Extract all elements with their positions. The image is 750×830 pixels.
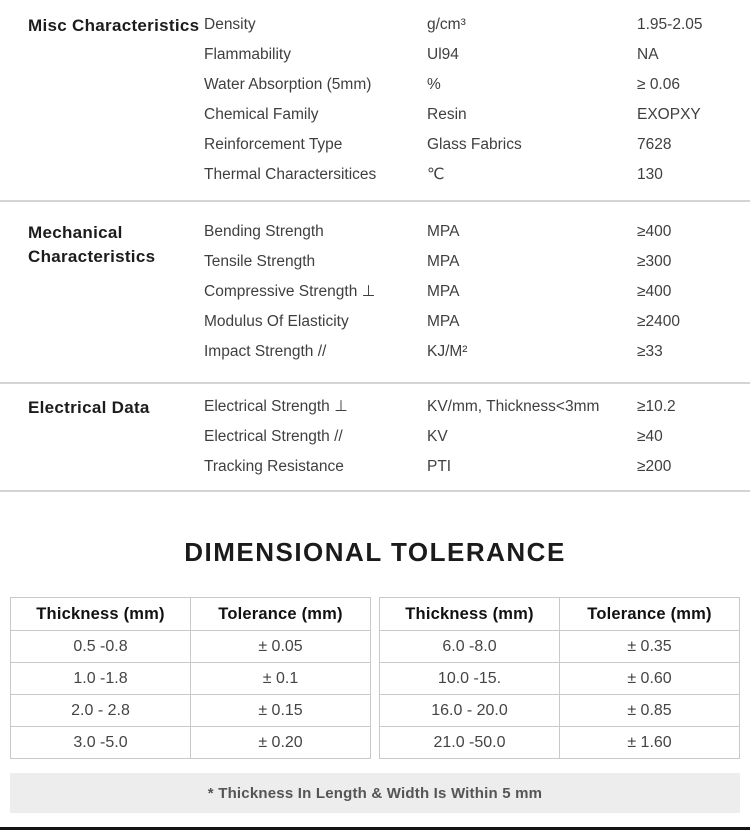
unit-label: KV — [427, 428, 448, 445]
table-cell: ± 0.60 — [560, 663, 740, 695]
value-label: 130 — [637, 166, 663, 183]
unit-label: Resin — [427, 106, 467, 123]
property-label: Bending Strength — [204, 223, 324, 240]
spec-row — [204, 130, 750, 160]
property-label: Water Absorption (5mm) — [204, 76, 372, 93]
property-label: Electrical Strength ⊥ — [204, 398, 348, 415]
table-cell: 3.0 -5.0 — [11, 727, 191, 759]
spec-row — [204, 40, 750, 70]
table-row — [11, 663, 371, 695]
section-title: Mechanical Characteristics — [28, 223, 156, 266]
unit-label: KJ/M² — [427, 343, 468, 360]
table-row — [11, 695, 371, 727]
unit-label: % — [427, 76, 441, 93]
table-row — [11, 727, 371, 759]
value-label: ≥33 — [637, 343, 663, 360]
spec-row — [204, 160, 750, 190]
spec-row — [204, 247, 750, 277]
value-label: ≥400 — [637, 283, 672, 300]
unit-label: ℃ — [427, 166, 445, 183]
unit-label: KV/mm, Thickness<3mm — [427, 398, 600, 415]
spec-row — [204, 337, 750, 367]
property-label: Chemical Family — [204, 106, 319, 123]
table-cell: ± 0.20 — [191, 727, 371, 759]
value-label: ≥10.2 — [637, 398, 676, 415]
footnote-bar — [10, 773, 740, 813]
table-cell: ± 0.1 — [191, 663, 371, 695]
value-label: ≥200 — [637, 458, 672, 475]
value-label: ≥300 — [637, 253, 672, 270]
table-header-row — [11, 598, 371, 631]
table-header-row — [380, 598, 740, 631]
page-title: DIMENSIONAL TOLERANCE — [184, 537, 566, 567]
unit-label: MPA — [427, 283, 460, 300]
table-row — [380, 663, 740, 695]
table-cell: ± 0.85 — [560, 695, 740, 727]
tolerance-tables — [10, 597, 740, 759]
value-label: ≥400 — [637, 223, 672, 240]
table-row — [380, 727, 740, 759]
table-row — [380, 695, 740, 727]
value-label: ≥2400 — [637, 313, 680, 330]
section-title: Electrical Data — [28, 398, 150, 417]
table-cell: 0.5 -0.8 — [11, 631, 191, 663]
table-cell: ± 0.15 — [191, 695, 371, 727]
spec-row — [204, 217, 750, 247]
table-cell: 6.0 -8.0 — [380, 631, 560, 663]
property-label: Electrical Strength // — [204, 428, 343, 445]
unit-label: PTI — [427, 458, 452, 475]
table-cell: 2.0 - 2.8 — [11, 695, 191, 727]
spec-row — [204, 452, 750, 482]
spec-rows — [204, 217, 750, 367]
table-cell: 1.0 -1.8 — [11, 663, 191, 695]
table-row — [380, 631, 740, 663]
value-label: EXOPXY — [637, 106, 701, 123]
value-label: ≥ 0.06 — [637, 76, 680, 93]
spec-row — [204, 100, 750, 130]
value-label: NA — [637, 46, 659, 63]
table-cell: ± 0.35 — [560, 631, 740, 663]
property-label: Tensile Strength — [204, 253, 316, 270]
spec-row — [204, 422, 750, 452]
value-label: ≥40 — [637, 428, 663, 445]
property-label: Impact Strength // — [204, 343, 327, 360]
spec-row — [204, 277, 750, 307]
spec-row — [204, 70, 750, 100]
table-cell: 10.0 -15. — [380, 663, 560, 695]
table-cell: 21.0 -50.0 — [380, 727, 560, 759]
unit-label: Glass Fabrics — [427, 136, 522, 153]
property-label: Compressive Strength ⊥ — [204, 283, 376, 300]
table-row — [11, 631, 371, 663]
unit-label: MPA — [427, 313, 460, 330]
value-label: 1.95-2.05 — [637, 16, 703, 33]
section-title: Misc Characteristics — [28, 16, 200, 35]
spec-row — [204, 392, 750, 422]
footnote-text: * Thickness In Length & Width Is Within 5 mm — [207, 784, 543, 802]
spec-section-misc — [0, 0, 750, 202]
table-header-cell: Tolerance (mm) — [560, 598, 740, 631]
tolerance-table-left — [10, 597, 371, 759]
table-cell: ± 0.05 — [191, 631, 371, 663]
unit-label: MPA — [427, 253, 460, 270]
spec-section-mechanical — [0, 202, 750, 384]
property-label: Density — [204, 16, 256, 33]
property-label: Modulus Of Elasticity — [204, 313, 349, 330]
property-label: Thermal Charactersitices — [204, 166, 377, 183]
spec-section-electrical — [0, 384, 750, 492]
property-label: Reinforcement Type — [204, 136, 343, 153]
table-cell: ± 1.60 — [560, 727, 740, 759]
property-label: Tracking Resistance — [204, 458, 344, 475]
unit-label: Ul94 — [427, 46, 459, 63]
spec-row — [204, 307, 750, 337]
value-label: 7628 — [637, 136, 672, 153]
tolerance-table-right — [379, 597, 740, 759]
table-header-cell: Tolerance (mm) — [191, 598, 371, 631]
table-cell: 16.0 - 20.0 — [380, 695, 560, 727]
unit-label: MPA — [427, 223, 460, 240]
spec-rows — [204, 392, 750, 482]
unit-label: g/cm³ — [427, 16, 466, 33]
table-header-cell: Thickness (mm) — [380, 598, 560, 631]
table-header-cell: Thickness (mm) — [11, 598, 191, 631]
property-label: Flammability — [204, 46, 291, 63]
spec-rows — [204, 10, 750, 190]
spec-row — [204, 10, 750, 40]
